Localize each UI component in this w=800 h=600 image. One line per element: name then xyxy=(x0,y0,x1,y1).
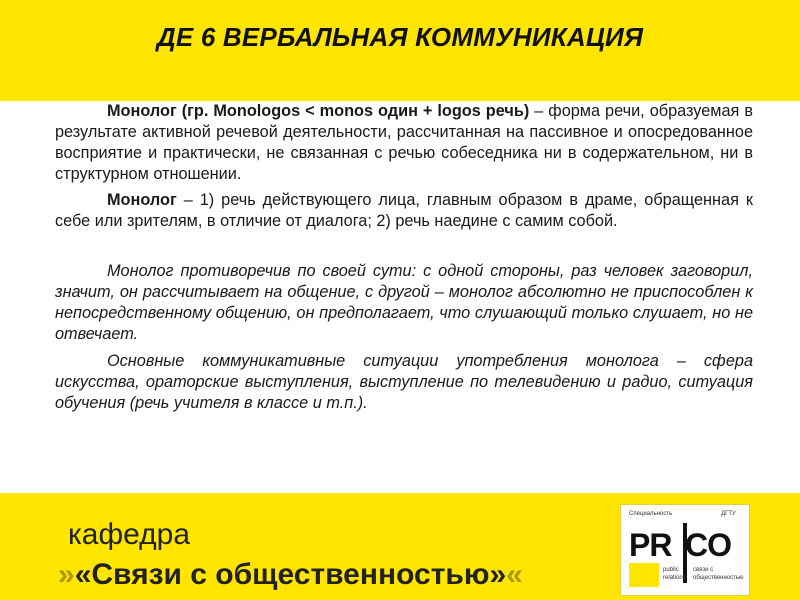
logo-caption-public: public xyxy=(663,567,679,573)
paragraph-1 xyxy=(55,101,753,185)
department-name xyxy=(58,558,523,592)
logo-caption-svyazi: связи с xyxy=(693,567,714,573)
department-label: кафедра xyxy=(68,518,191,551)
slide-body xyxy=(55,101,753,414)
logo-pr: PR xyxy=(629,527,672,563)
department-name-text: «Связи с общественностью» xyxy=(74,558,507,591)
prco-logo xyxy=(620,504,750,596)
logo-yellow-block xyxy=(629,563,659,587)
paragraph-3: Монолог противоречив по своей сути: с одной стороны, раз человек заговорил, значит, он рассчитывает на общение, с другой – монолог абсолютно не приспособлен к непосредственному общению, он предполагает, что слушающий только слушает, но не отвечает. xyxy=(55,262,753,343)
logo-caption-relations: relations xyxy=(663,575,686,581)
slide-title: ДЕ 6 ВЕРБАЛЬНАЯ КОММУНИКАЦИЯ xyxy=(156,22,644,52)
logo-caption-specialty: Специальность xyxy=(629,511,673,517)
paragraph-4: Основные коммуникативные ситуации употребления монолога – сфера искусства, ораторские выступления, выступление по телевидению и радио, ситуация обучения (речь учителя в классе и т.п.). xyxy=(55,352,753,412)
logo-co: CO xyxy=(685,527,731,563)
term-monolog: Монолог xyxy=(107,191,177,209)
logo-caption-university: ДГТУ xyxy=(721,511,736,517)
paragraph-1-text: – форма речи, образуемая в результате активной речевой деятельности, рассчитанная на пассивное и опосредованное восприятие и практически, не связанная с речью собеседника ни в содержательном, ни в структурном отношении. xyxy=(55,102,753,183)
paragraph-2-text: – 1) речь действующего лица, главным образом в драме, обращенная к себе или зрителям, в отличие от диалога; 2) речь наедине с самим собой. xyxy=(55,191,753,230)
paragraph-2 xyxy=(55,190,753,232)
decorative-quote-left: » xyxy=(58,558,75,591)
logo-caption-obshchestvennostyu: общественностью xyxy=(693,575,744,581)
decorative-quote-right: « xyxy=(506,558,523,591)
term-monolog-etymology: Монолог (гр. Monologos < monos один + logos речь) xyxy=(107,102,530,120)
